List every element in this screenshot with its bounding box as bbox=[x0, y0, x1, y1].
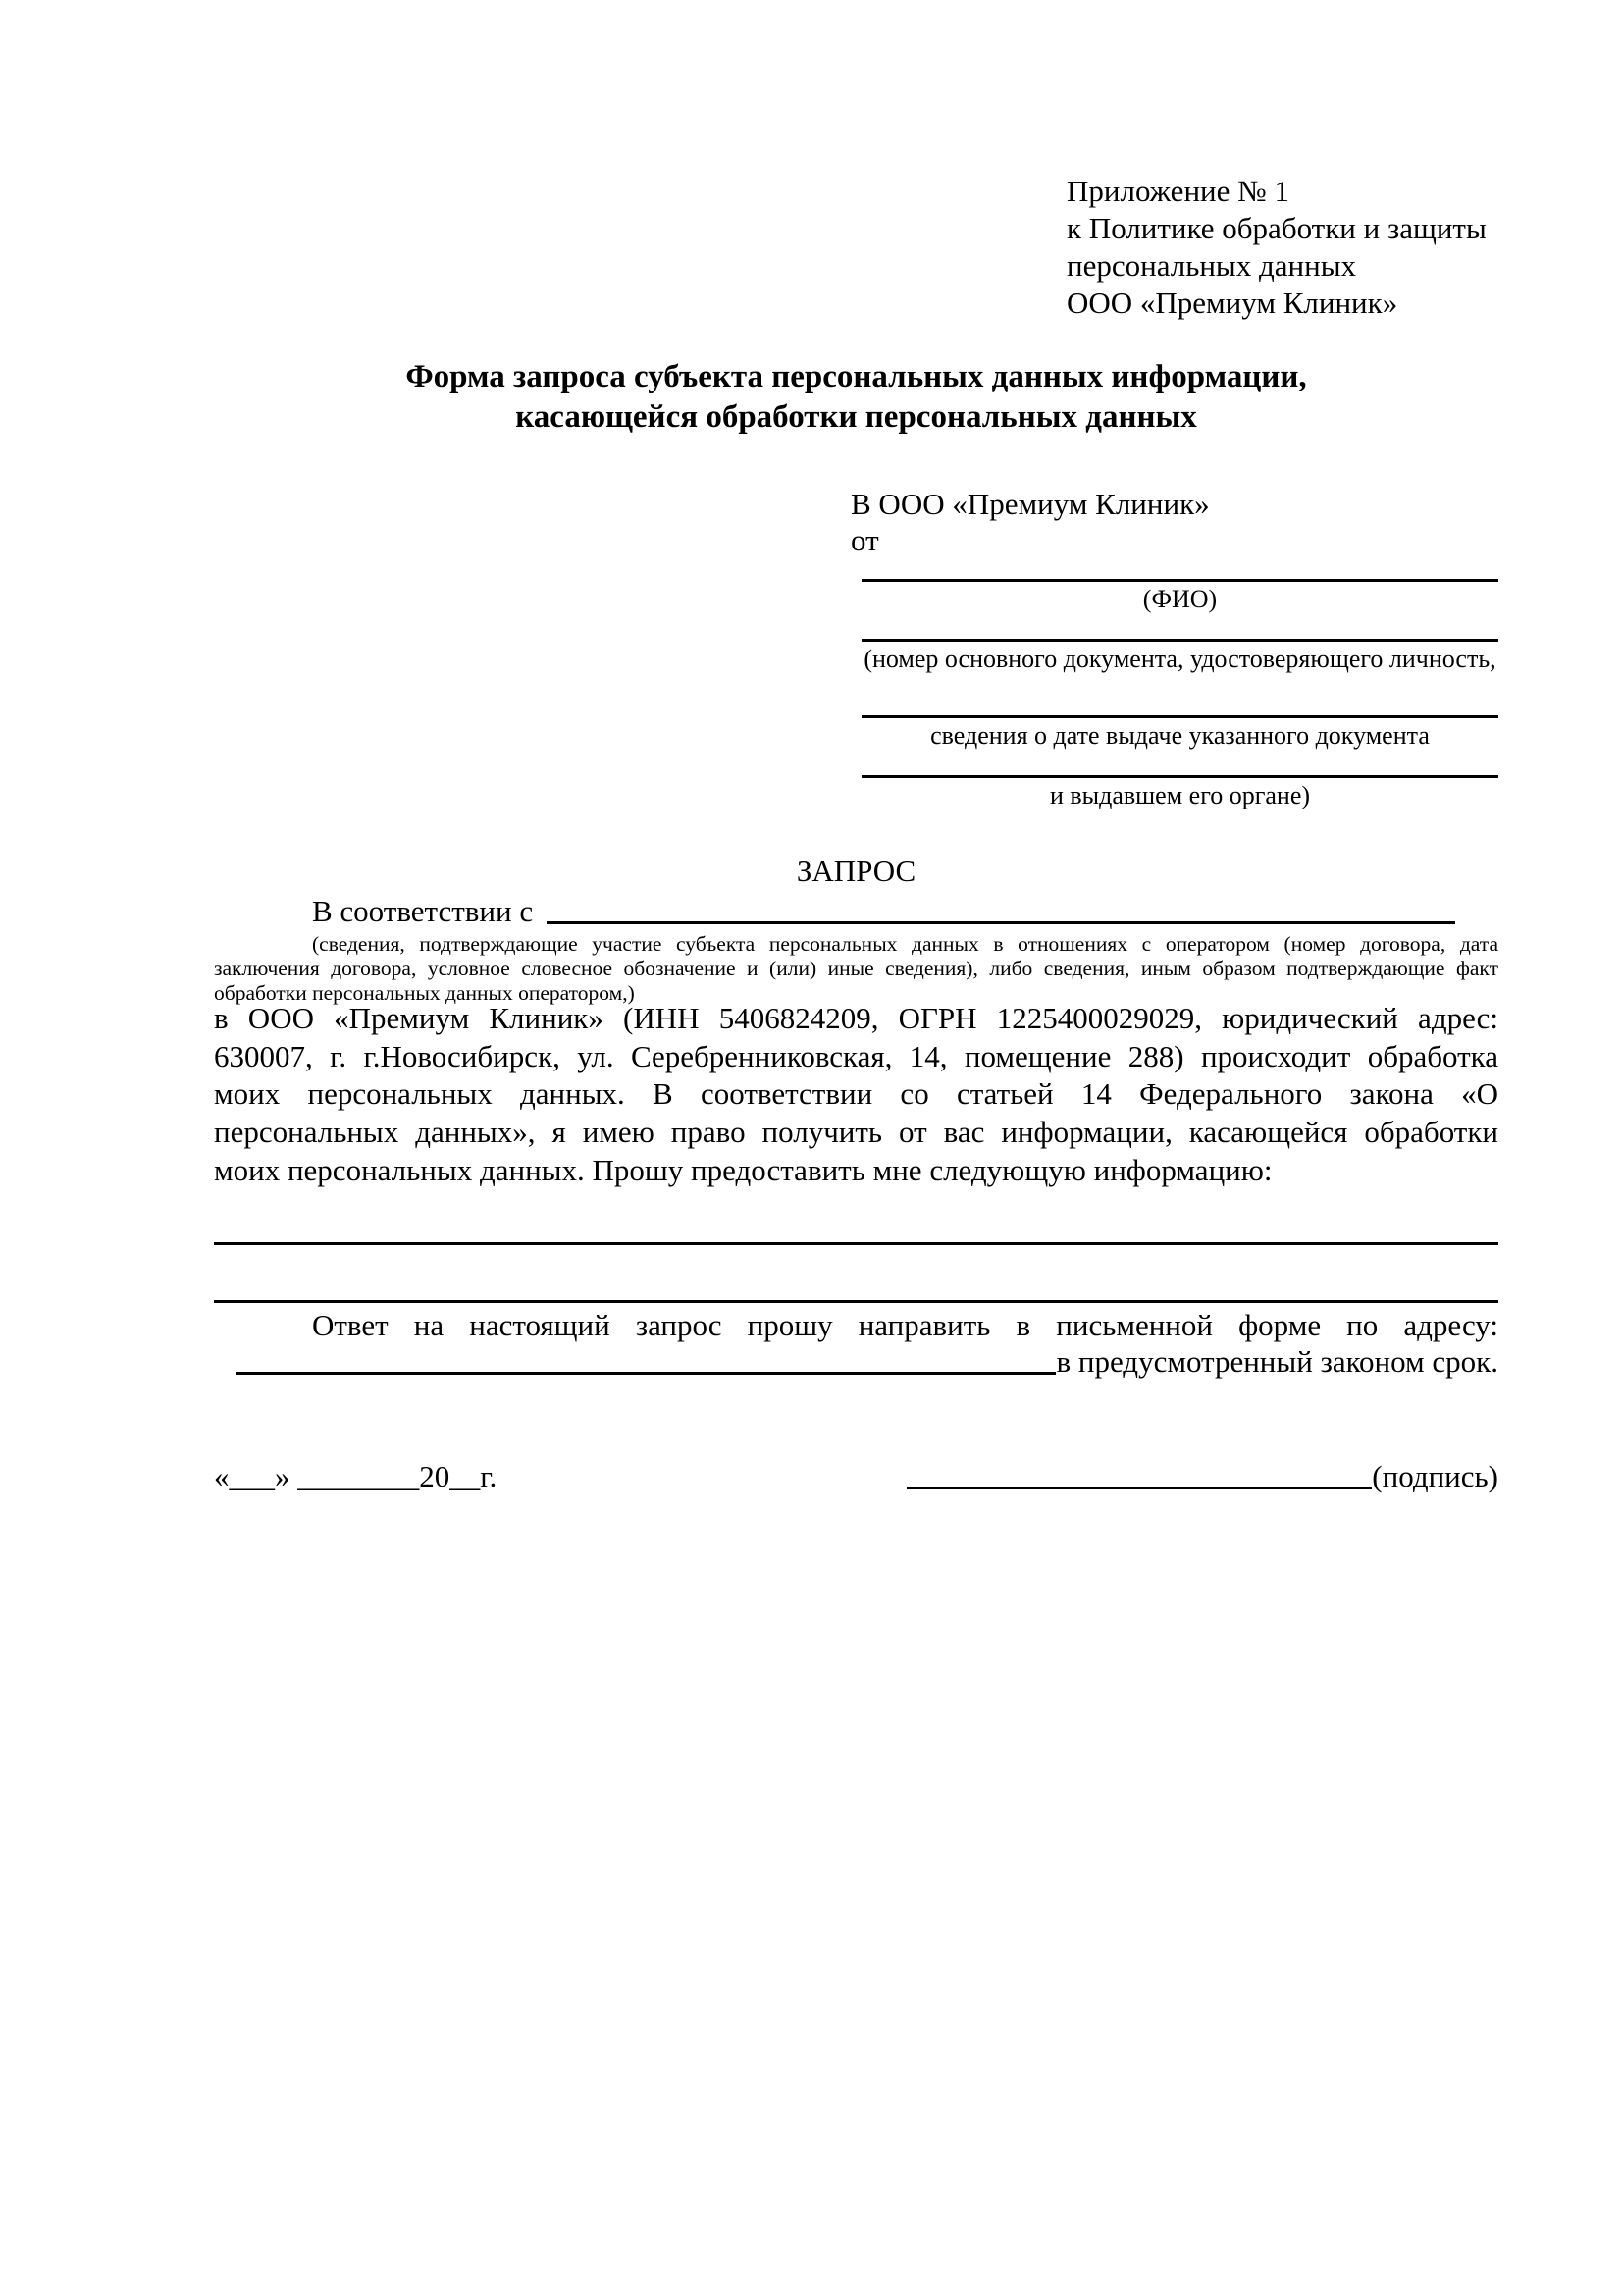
info-blank-line-1 bbox=[214, 1242, 1498, 1245]
accordance-note-line: обработки персональных данных оператором,) bbox=[214, 981, 635, 1005]
accordance-blank-line bbox=[547, 894, 1455, 924]
document-title-line: касающейся обработки персональных данных bbox=[515, 399, 1197, 435]
addressee-from: от bbox=[851, 523, 879, 557]
reply-address-blank-line bbox=[236, 1344, 1056, 1375]
request-body-line: в ООО «Премиум Клиник» (ИНН 5406824209, ОГРН 1225400029029, юридический адрес: bbox=[214, 1001, 1498, 1035]
info-blank-line-2 bbox=[214, 1300, 1498, 1303]
issuing-authority-blank-line bbox=[862, 775, 1498, 778]
accordance-note-line: (сведения, подтверждающие участие субъекта персональных данных в отношениях с оператором (номер договора, дата bbox=[312, 932, 1498, 956]
issue-date-blank-line bbox=[862, 715, 1498, 718]
fio-blank-line bbox=[862, 579, 1498, 582]
appendix-line: ООО «Премиум Клиник» bbox=[1067, 286, 1398, 320]
signature-caption: (подпись) bbox=[1372, 1459, 1498, 1493]
signature-row bbox=[907, 1459, 1498, 1494]
document-title-line: Форма запроса субъекта персональных данных информации, bbox=[405, 359, 1307, 394]
accordance-note-line: заключения договора, условное словесное обозначение и (или) иные сведения), либо сведения, иным образом подтверждающие факт bbox=[214, 957, 1498, 980]
appendix-reference bbox=[1067, 173, 1487, 322]
doc-number-caption: (номер основного документа, удостоверяющего личность, bbox=[864, 645, 1496, 673]
accordance-label: В соответствии с bbox=[312, 894, 534, 928]
signature-blank-line bbox=[907, 1459, 1372, 1489]
request-body-line: 630007, г. г.Новосибирск, ул. Серебренниковская, 14, помещение 288) происходит обработка bbox=[214, 1038, 1498, 1073]
request-body-line: персональных данных», я имею право получить от вас информации, касающейся обработки bbox=[214, 1115, 1498, 1150]
request-body bbox=[214, 1000, 1498, 1190]
reply-request-line: Ответ на настоящий запрос прошу направить в письменной форме по адресу: bbox=[312, 1308, 1498, 1342]
appendix-line: Приложение № 1 bbox=[1067, 174, 1289, 208]
date-blank: «___» ________20__г. bbox=[214, 1459, 497, 1493]
issue-date-caption: сведения о дате выдаче указанного документа bbox=[930, 721, 1430, 750]
request-heading: ЗАПРОС bbox=[796, 854, 916, 888]
addressee-to: В ООО «Премиум Клиник» bbox=[851, 487, 1210, 521]
fio-caption: (ФИО) bbox=[1142, 585, 1218, 613]
appendix-line: персональных данных bbox=[1067, 248, 1357, 283]
accordance-row bbox=[214, 894, 1498, 929]
accordance-note bbox=[214, 932, 1498, 1006]
reply-address-row bbox=[214, 1344, 1498, 1380]
doc-number-blank-line bbox=[862, 639, 1498, 642]
document-title bbox=[214, 357, 1498, 438]
appendix-line: к Политике обработки и защиты bbox=[1067, 211, 1487, 245]
request-body-line: моих персональных данных. Прошу предоставить мне следующую информацию: bbox=[214, 1152, 1273, 1187]
request-body-line: моих персональных данных. В соответствии со статьей 14 Федерального закона «О bbox=[214, 1076, 1498, 1112]
reply-tail: в предусмотренный законом срок. bbox=[1056, 1344, 1498, 1379]
issuing-authority-caption: и выдавшем его органе) bbox=[1049, 781, 1311, 809]
